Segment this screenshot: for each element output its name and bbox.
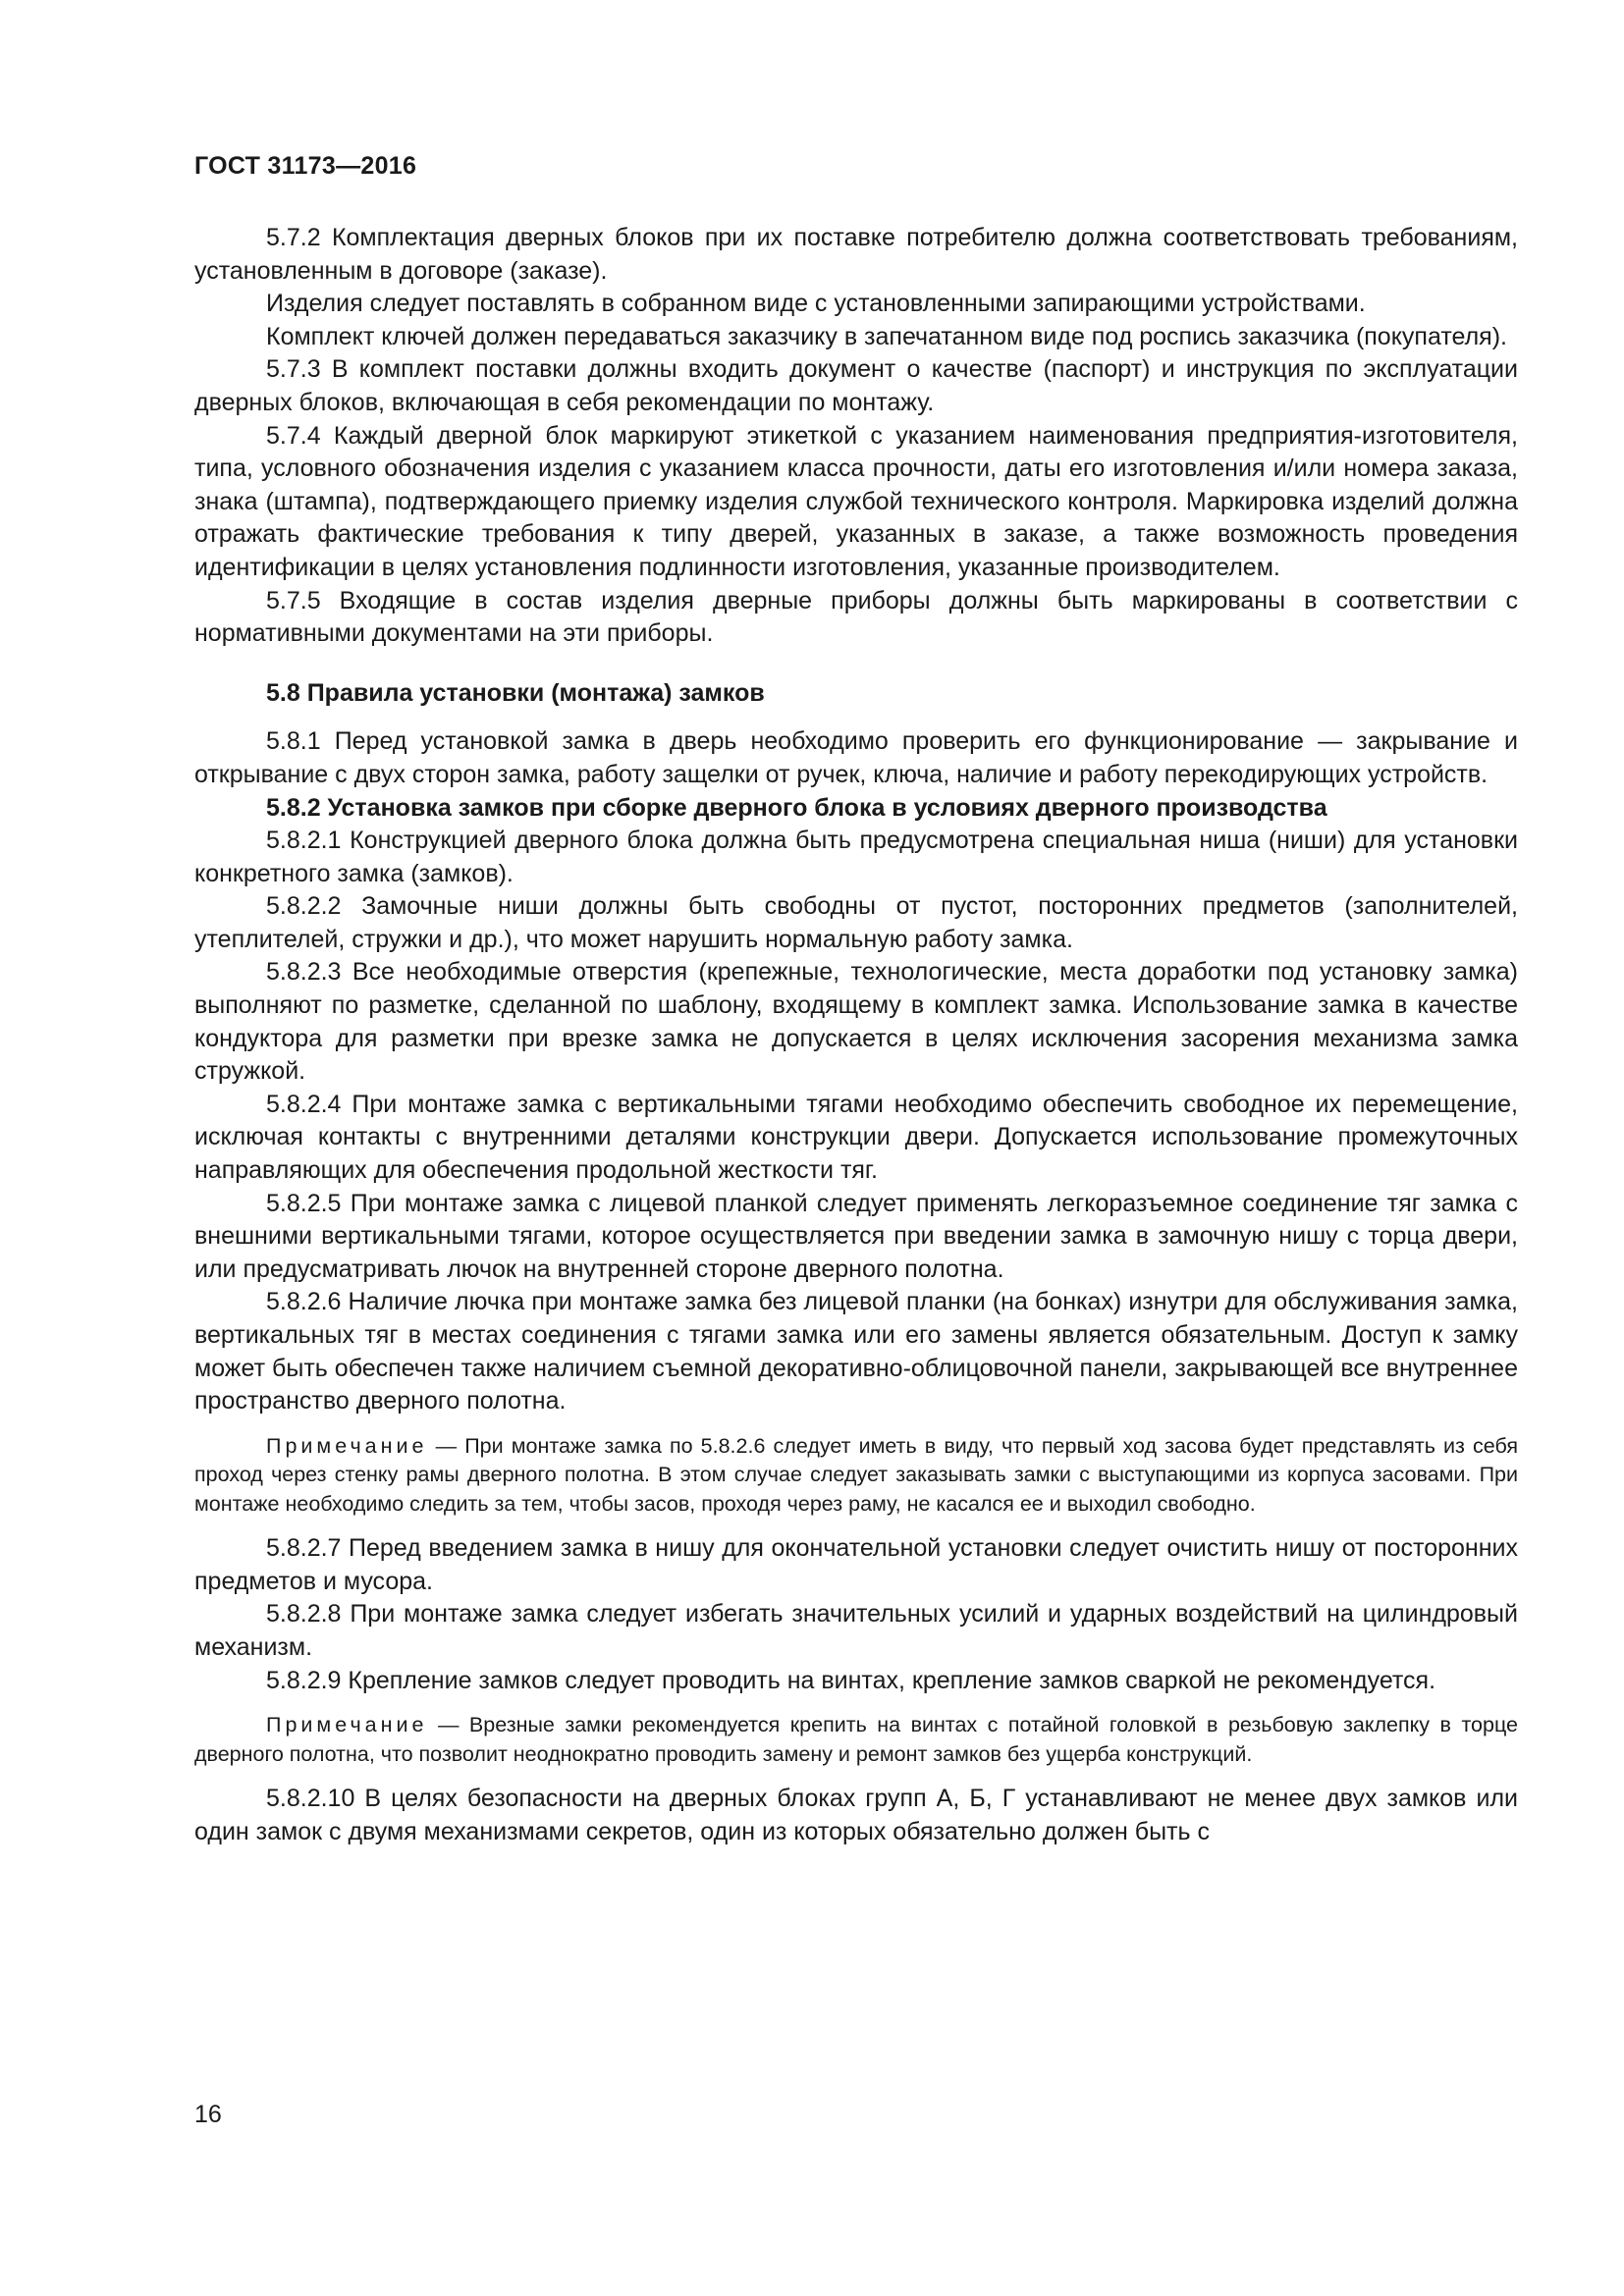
subsection-heading-5-8-2: 5.8.2 Установка замков при сборке дверного блока в условиях дверного производства [266, 793, 1327, 822]
note-text: — При монтаже замка по 5.8.2.6 следует иметь в виду, что первый ход засова будет представлять из себя проход через стенку рамы дверного полотна. В этом случае следует заказывать замки с выступающими из корпуса засовами. При монтаже необходимо следить за тем, чтобы засов, проходя через раму, не касался ее и выходил свободно. [194, 1433, 1518, 1516]
paragraph-5-7-3: 5.7.3 В комплект поставки должны входить документ о качестве (паспорт) и инструкция по эксплуатации дверных блоков, включающая в себя рекомендации по монтажу. [194, 355, 1518, 416]
paragraph-5-8-2-9: 5.8.2.9 Крепление замков следует проводить на винтах, крепление замков сваркой не рекомендуется. [266, 1666, 1436, 1694]
note-label: Примечание [266, 1713, 428, 1737]
page-number: 16 [194, 2101, 222, 2128]
paragraph-5-7-2-keys: Комплект ключей должен передаваться заказчику в запечатанном виде под роспись заказчика (покупателя). [266, 322, 1507, 350]
paragraph-5-8-2-7: 5.8.2.7 Перед введением замка в нишу для окончательной установки следует очистить нишу от посторонних предметов и мусора. [194, 1534, 1518, 1595]
note-1 [194, 1432, 1518, 1520]
paragraph-5-7-2: 5.7.2 Комплектация дверных блоков при их поставке потребителю должна соответствовать требованиям, установленным в договоре (заказе). [194, 224, 1518, 285]
paragraph-5-8-2-10: 5.8.2.10 В целях безопасности на дверных блоках групп А, Б, Г устанавливают не менее двух замков или один замок с двумя механизмами секретов, один из которых обязательно должен быть с [194, 1785, 1518, 1845]
note-text: — Врезные замки рекомендуется крепить на винтах с потайной головкой в резьбовую заклепку в торце дверного полотна, что позволит неоднократно проводить замену и ремонт замков без ущерба конструкций. [194, 1713, 1518, 1766]
paragraph-5-8-1: 5.8.1 Перед установкой замка в дверь необходимо проверить его функционирование — закрывание и открывание с двух сторон замка, работу защелки от ручек, ключа, наличие и работу перекодирующих устройств. [194, 727, 1518, 788]
paragraph-5-8-2-8: 5.8.2.8 При монтаже замка следует избегать значительных усилий и ударных воздействий на цилиндровый механизм. [194, 1600, 1518, 1662]
note-label: Примечание [266, 1433, 428, 1458]
paragraph-5-8-2-4: 5.8.2.4 При монтаже замка с вертикальными тягами необходимо обеспечить свободное их перемещение, исключая контакты с внутренними деталями конструкции двери. Допускается использование промежуточных направляющих для обеспечения продольной жесткости тяг. [194, 1090, 1518, 1185]
paragraph-5-8-2-6: 5.8.2.6 Наличие лючка при монтаже замка без лицевой планки (на бонках) изнутри для обслуживания замка, вертикальных тяг в местах соединения с тягами замка или его замены является обязательным. Доступ к замку может быть обеспечен также наличием съемной декоративно-облицовочной панели, закрывающей все внутреннее пространство дверного полотна. [194, 1288, 1518, 1415]
document-header: ГОСТ 31173—2016 [194, 152, 417, 180]
paragraph-5-7-5: 5.7.5 Входящие в состав изделия дверные приборы должны быть маркированы в соответствии с нормативными документами на эти приборы. [194, 586, 1518, 648]
paragraph-5-8-2-3: 5.8.2.3 Все необходимые отверстия (крепежные, технологические, места доработки под установку замка) выполняют по разметке, сделанной по шаблону, входящему в комплект замка. Использование замка в качестве кондуктора для разметки при врезке замка не допускается в целях исключения засорения механизма замка стружкой. [194, 958, 1518, 1086]
paragraph-5-8-2-1: 5.8.2.1 Конструкцией дверного блока должна быть предусмотрена специальная ниша (ниши) для установки конкретного замка (замков). [194, 827, 1518, 887]
note-2 [194, 1711, 1518, 1769]
paragraph-5-8-2-2: 5.8.2.2 Замочные ниши должны быть свободны от пустот, посторонних предметов (заполнителей, утеплителей, стружки и др.), что может нарушить нормальную работу замка. [194, 892, 1518, 953]
document-body [194, 222, 1518, 1848]
paragraph-5-7-2-assembled: Изделия следует поставлять в собранном виде с установленными запирающими устройствами. [266, 290, 1366, 318]
section-heading-5-8: 5.8 Правила установки (монтажа) замков [266, 678, 765, 707]
paragraph-5-8-2-5: 5.8.2.5 При монтаже замка с лицевой планкой следует применять легкоразъемное соединение тяг замка с внешними вертикальными тягами, которое осуществляется при введении замка в замочную нишу с торца двери, или предусматривать лючок на внутренней стороне дверного полотна. [194, 1189, 1518, 1283]
paragraph-5-7-4: 5.7.4 Каждый дверной блок маркируют этикеткой с указанием наименования предприятия-изготовителя, типа, условного обозначения изделия с указанием класса прочности, даты его изготовления и/или номера заказа, знака (штампа), подтверждающего приемку изделия службой технического контроля. Маркировка изделий должна отражать фактические требования к типу дверей, указанных в заказе, а также возможность проведения идентификации в целях установления подлинности изготовления, указанные производителем. [194, 421, 1518, 581]
